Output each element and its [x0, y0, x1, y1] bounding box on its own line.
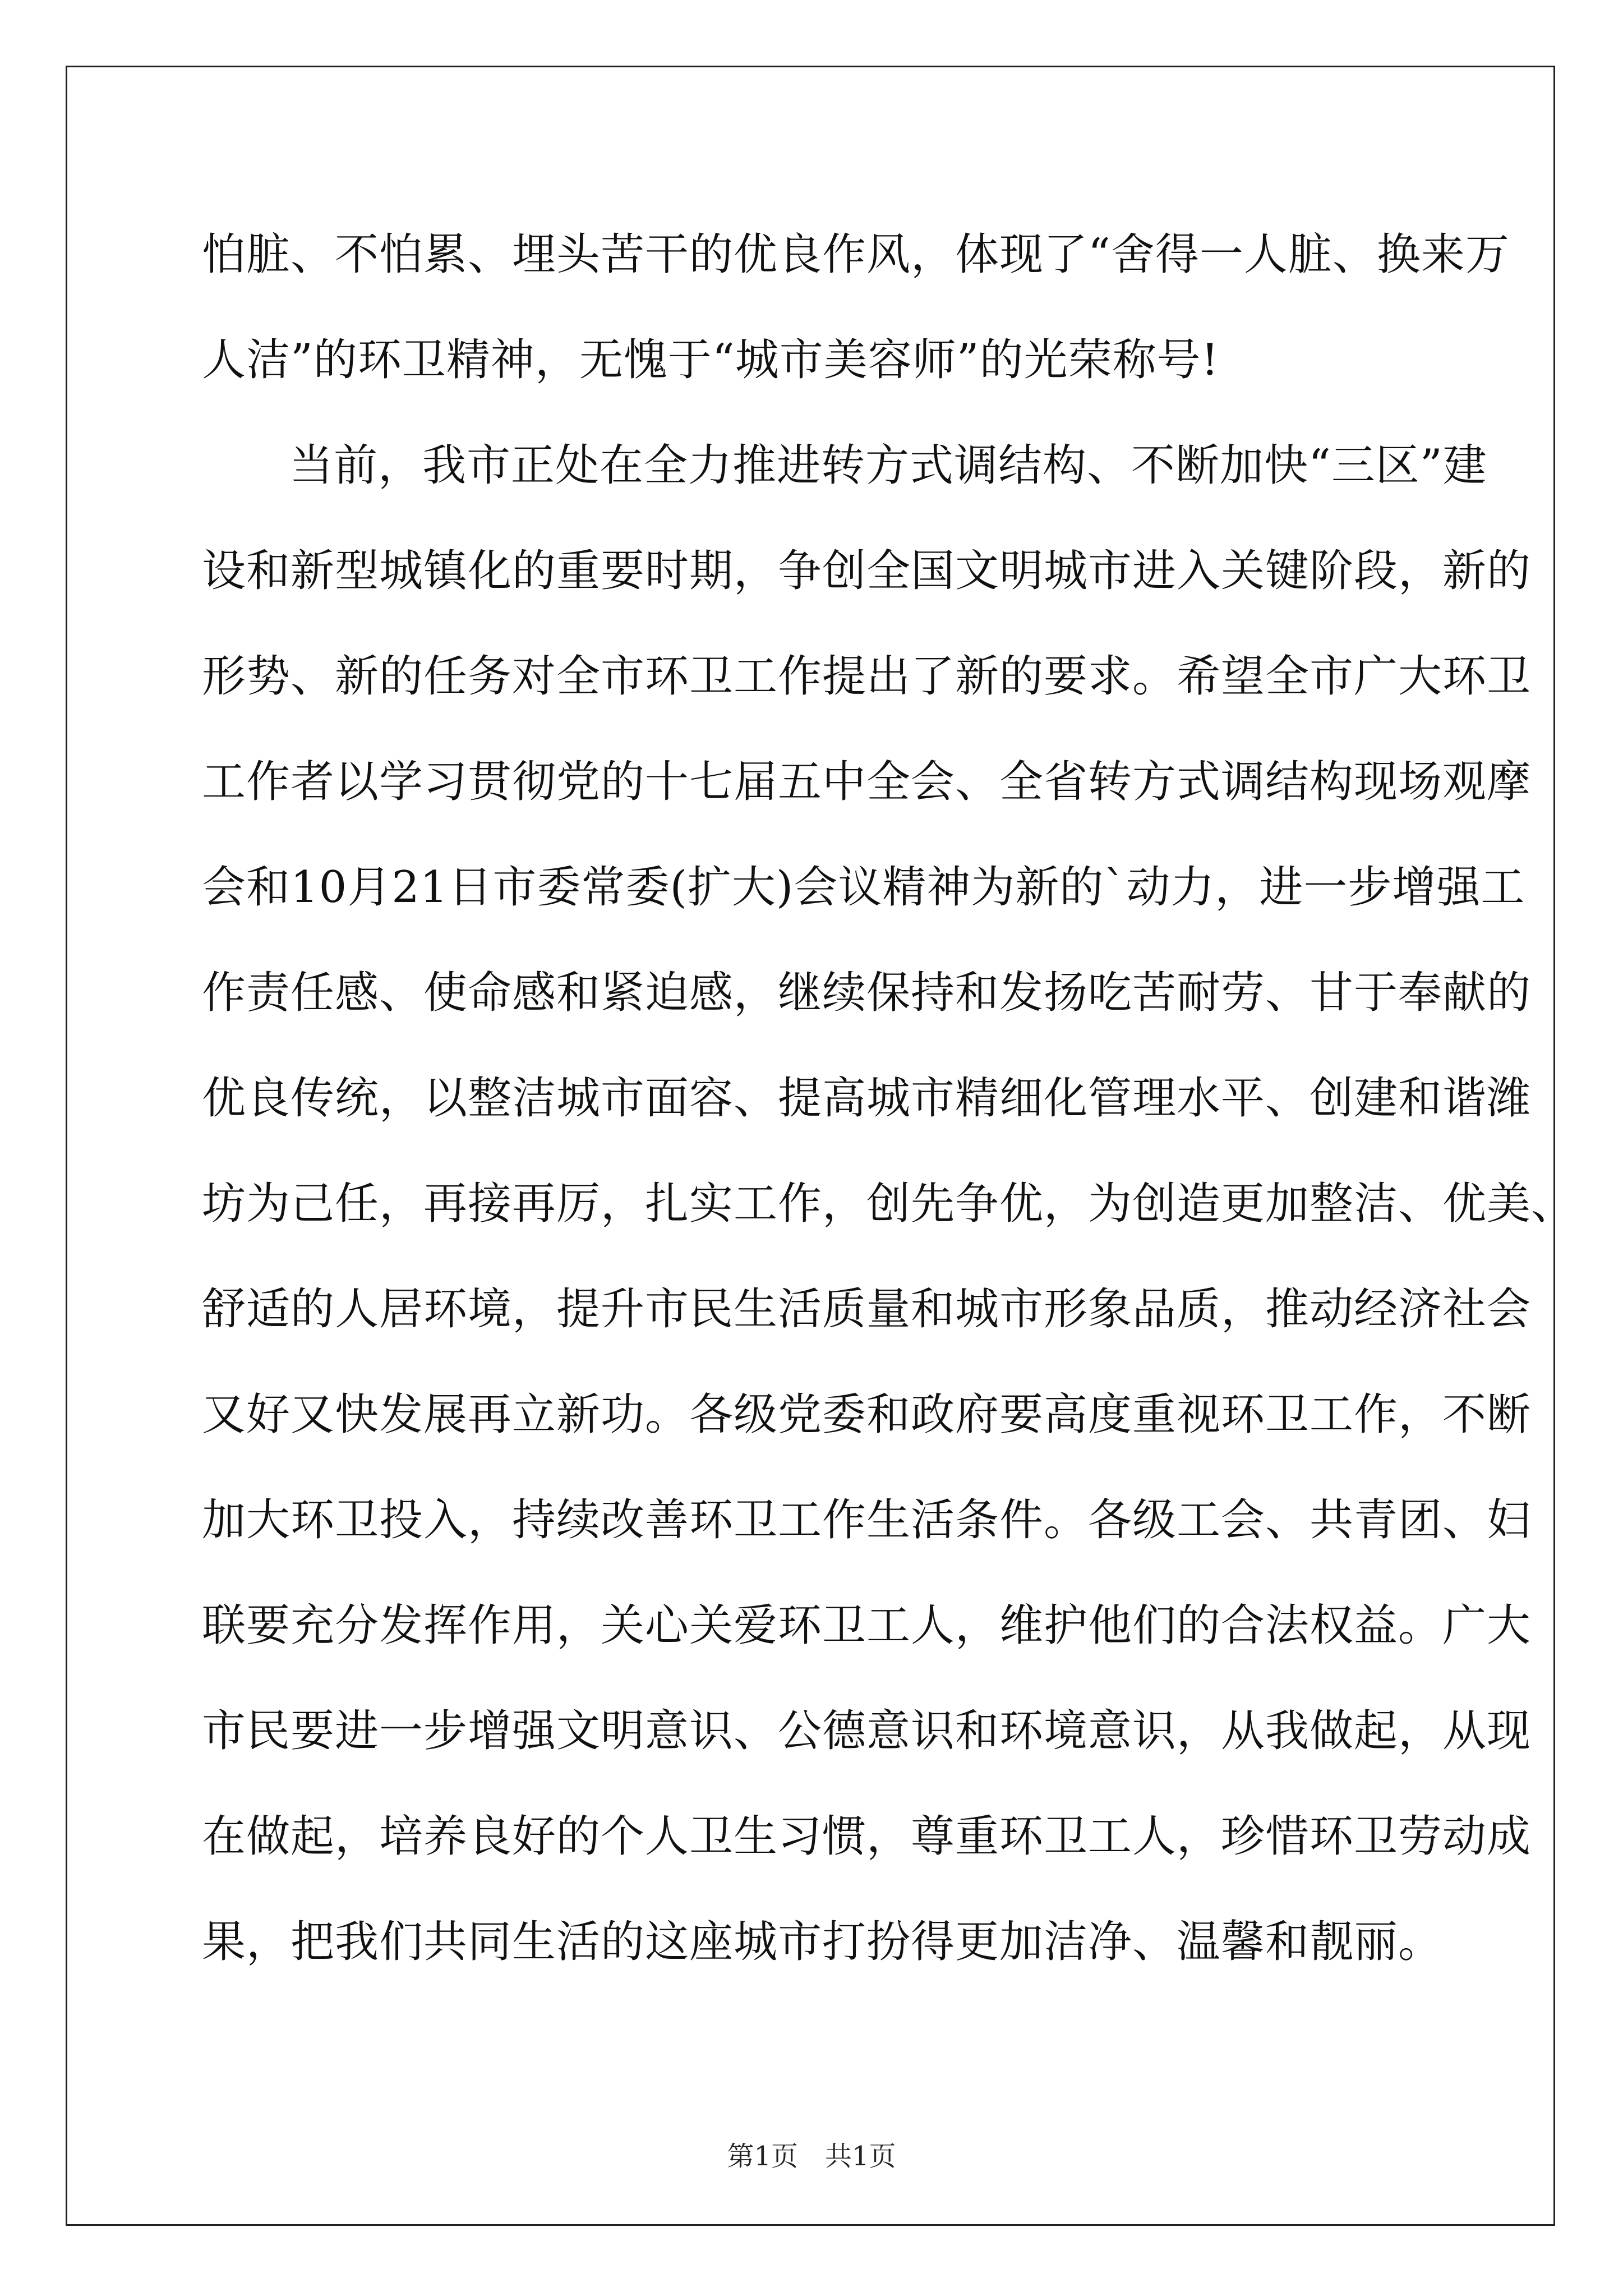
text-line: 市民要进一步增强文明意识、公德意识和环境意识，从我做起，从现	[202, 1706, 1532, 1756]
text-line: 人洁”的环卫精神，无愧于“城市美容师”的光荣称号!	[202, 335, 1219, 385]
text-line: 舒适的人居环境，提升市民生活质量和城市形象品质，推动经济社会	[202, 1284, 1532, 1335]
text-line: 形势、新的任务对全市环卫工作提出了新的要求。希望全市广大环卫	[202, 651, 1532, 702]
text-line: 在做起，培养良好的个人卫生习惯，尊重环卫工人，珍惜环卫劳动成	[202, 1811, 1532, 1862]
text-line: 怕脏、不怕累、埋头苦干的优良作风，体现了“舍得一人脏、换来万	[202, 229, 1510, 280]
text-line: 优良传统，以整洁城市面容、提高城市精细化管理水平、创建和谐潍	[202, 1073, 1532, 1124]
text-line: 会和10月21日市委常委(扩大)会议精神为新的`动力，进一步增强工	[202, 862, 1525, 913]
text-line: 坊为己任，再接再厉，扎实工作，创先争优，为创造更加整洁、优美、	[202, 1179, 1576, 1229]
text-line: 又好又快发展再立新功。各级党委和政府要高度重视环卫工作，不断	[202, 1389, 1532, 1440]
page-footer	[0, 2134, 1623, 2173]
document-body	[202, 202, 1576, 1995]
text-line: 果，把我们共同生活的这座城市打扮得更加洁净、温馨和靓丽。	[202, 1917, 1443, 1967]
text-line: 设和新型城镇化的重要时期，争创全国文明城市进入关键阶段，新的	[202, 546, 1532, 596]
text-line: 加大环卫投入，持续改善环卫工作生活条件。各级工会、共青团、妇	[202, 1495, 1532, 1545]
text-line: 工作者以学习贯彻党的十七届五中全会、全省转方式调结构现场观摩	[202, 757, 1532, 807]
page-number: 第1页	[727, 2141, 798, 2172]
page-total: 共1页	[825, 2141, 896, 2172]
text-line: 作责任感、使命感和紧迫感，继续保持和发扬吃苦耐劳、甘于奉献的	[202, 968, 1532, 1018]
text-line: 联要充分发挥作用，关心关爱环卫工人，维护他们的合法权益。广大	[202, 1600, 1532, 1651]
paragraph-start-line: 当前，我市正处在全力推进转方式调结构、不断加快“三区”建	[289, 440, 1487, 491]
